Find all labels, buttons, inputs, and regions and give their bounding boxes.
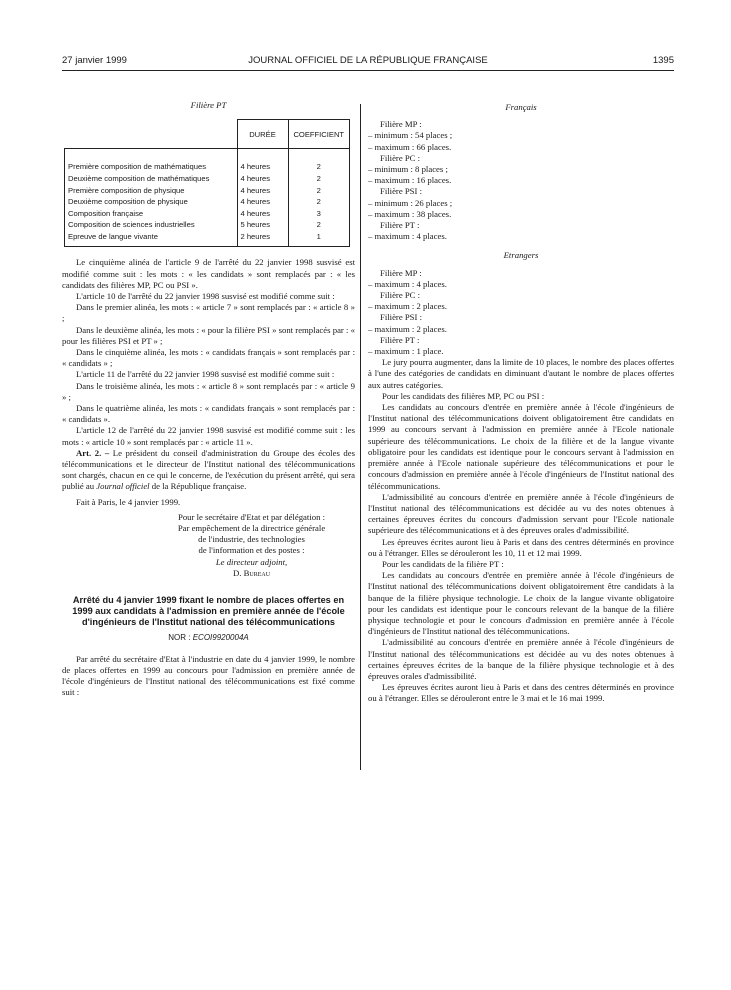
page-number: 1395	[652, 55, 674, 66]
table-row	[65, 196, 350, 208]
paragraph: L'article 11 de l'arrêté du 22 janvier 1998 susvisé est modifié comme suit :	[76, 369, 335, 380]
nor-reference	[62, 632, 355, 643]
table-cell-coefficient: 2	[288, 196, 350, 208]
signature-line: Pour le secrétaire d'Etat et par délégation :	[177, 511, 326, 522]
table-cell-epreuve: Deuxième composition de mathématiques	[65, 173, 238, 185]
table-row	[65, 149, 350, 173]
page-header	[62, 55, 674, 69]
table-cell-duree: 4 heures	[237, 149, 288, 173]
paragraph: Les épreuves écrites auront lieu à Paris et dans des centres déterminés en province ou à l'étranger. Elles se dérouleront les 10, 11 et 12 mai 1999.	[368, 536, 674, 558]
journal-officiel: Journal officiel	[96, 481, 150, 492]
places-line: – maximum : 38 places.	[368, 208, 452, 219]
paragraph: Les candidats au concours d'entrée en première année à l'école d'ingénieurs de l'Institut national des télécommunications doivent obligatoirement être candidats à la banque de la filière physique technologie. Le choix de la langue vivante obligatoire pour les candidats est identique pour le concours relevant de la banque de la filière physique technologie et pour le concours d'admission en première année à l'école d'ingénieurs de l'Institut national des télécommunications.	[368, 570, 674, 637]
table-cell-duree: 4 heures	[237, 173, 288, 185]
table-cell-duree: 5 heures	[237, 219, 288, 231]
nor-code: ECOI9920004A	[192, 633, 249, 643]
table-caption: Filière PT	[190, 100, 227, 110]
places-line: – maximum : 2 places.	[368, 301, 447, 312]
signature-line: de l'industrie, des technologies	[198, 534, 305, 545]
table-cell-coefficient: 3	[288, 208, 350, 220]
paragraph: Par arrêté du secrétaire d'Etat à l'industrie en date du 4 janvier 1999, le nombre de places offertes en 1999 au concours pour l'admission en première année de l'école d'ingénieurs de l'Institut national des télécommunications est fixé comme suit :	[62, 653, 355, 698]
article-2-end: de la République française.	[149, 481, 247, 492]
table-cell-epreuve: Epreuve de langue vivante	[65, 231, 238, 247]
places-line: – minimum : 8 places ;	[368, 164, 448, 175]
paragraph: L'admissibilité au concours d'entrée en première année à l'école d'ingénieurs de l'Institut national des télécommunications est décidée au vu des notes obtenues à certaines épreuves écrites de la banque de la filière physique technologie et à des épreuves orales d'admissibilité.	[368, 637, 674, 681]
paragraph: Les épreuves écrites auront lieu à Paris et dans des centres déterminés en province ou à l'étranger. Elles se dérouleront entre le 3 mai et le 16 mai 1999.	[368, 682, 674, 704]
issue-date: 27 janvier 1999	[62, 55, 127, 66]
paragraph: Dans le quatrième alinéa, les mots : « candidats français » sont remplacés par : « candidats ».	[62, 403, 355, 425]
paragraph: L'article 10 de l'arrêté du 22 janvier 1998 susvisé est modifié comme suit :	[76, 290, 335, 301]
filiere-label: Filière PC :	[380, 290, 421, 301]
filiere-label: Filière MP :	[380, 267, 422, 278]
table-row	[65, 184, 350, 196]
table-row	[65, 219, 350, 231]
journal-title: JOURNAL OFFICIEL DE LA RÉPUBLIQUE FRANÇAISE	[248, 55, 488, 66]
paragraph: Dans le deuxième alinéa, les mots : « pour la filière PSI » sont remplacés par : « pour les filières PSI et PT » ;	[62, 324, 355, 346]
table-header-empty	[65, 120, 238, 149]
filiere-label: Filière PSI :	[380, 186, 422, 197]
article-2-text: Le président du conseil d'administration du Groupe des écoles des télécommunications et le directeur de l'Institut national des télécommunications sont chargés, chacun en ce qui le concerne, de l'exécution du présent arrêté, qui sera publié au	[62, 447, 355, 492]
paragraph: L'article 12 de l'arrêté du 22 janvier 1998 susvisé est modifié comme suit : les mots : « article 10 » sont remplacés par : « article 11 ».	[62, 425, 355, 447]
filiere-label: Filière MP :	[380, 119, 422, 130]
table-cell-coefficient: 2	[288, 219, 350, 231]
table-cell-epreuve: Première composition de physique	[65, 184, 238, 196]
paragraph: Le jury pourra augmenter, dans la limite de 10 places, le nombre des places offertes à l'une des catégories de candidats en diminuant d'autant le nombre de places offertes aux autres catégories.	[368, 357, 674, 390]
table-cell-epreuve: Composition française	[65, 208, 238, 220]
header-rule	[62, 70, 674, 71]
right-column	[368, 100, 674, 705]
filiere-label: Filière PT :	[380, 220, 420, 231]
filiere-label: Filière PSI :	[380, 312, 422, 323]
paragraph: Dans le troisième alinéa, les mots : « article 8 » sont remplacés par : « article 9 » ;	[62, 380, 355, 402]
table-cell-duree: 4 heures	[237, 196, 288, 208]
table-cell-epreuve: Deuxième composition de physique	[65, 196, 238, 208]
filiere-label: Filière PT :	[380, 334, 420, 345]
signature-block	[148, 512, 355, 579]
table-row	[65, 208, 350, 220]
section-etrangers: Etrangers	[503, 250, 539, 261]
table-cell-coefficient: 2	[288, 149, 350, 173]
table-body	[65, 149, 350, 247]
places-line: – maximum : 2 places.	[368, 323, 447, 334]
paragraph: Pour les candidats des filières MP, PC ou PSI :	[382, 390, 545, 401]
table-row	[65, 231, 350, 247]
table-cell-duree: 4 heures	[237, 184, 288, 196]
francais-places-list	[368, 119, 674, 242]
paragraph: L'admissibilité au concours d'entrée en première année à l'école d'ingénieurs de l'Institut national des télécommunications est décidée au vu des notes obtenues à certaines épreuves écrites du concours d'admission servant pour l'Ecole nationale supérieure des télécommunications et à des épreuves orales d'admissibilité.	[368, 491, 674, 536]
paragraph: Les candidats au concours d'entrée en première année à l'école d'ingénieurs de l'Institut national des télécommunications doivent obligatoirement être candidats en 1999 au concours servant à l'admission en première année à l'Ecole nationale supérieure des télécommunications. Le choix de la filière et de la langue vivante obligatoire pour les candidats est identique pour le concours servant à l'admission en première année à l'Ecole nationale supérieure des télécommunications et pour le concours d'admission en première année à l'école d'ingénieurs de l'Institut national des télécommunications.	[368, 402, 674, 491]
column-divider	[360, 104, 361, 770]
table-header-duree: DURÉE	[237, 120, 288, 149]
places-line: – maximum : 1 place.	[368, 346, 444, 357]
table-row	[65, 173, 350, 185]
places-line: – maximum : 66 places.	[368, 141, 452, 152]
article-2	[62, 448, 355, 493]
signature-line: Par empêchement de la directrice générale	[177, 523, 326, 534]
places-line: – maximum : 16 places.	[368, 175, 452, 186]
section-francais: Français	[505, 102, 537, 112]
places-line: – maximum : 4 places.	[368, 231, 447, 242]
table-cell-epreuve: Première composition de mathématiques	[65, 149, 238, 173]
signatory-name: D. Bureau	[232, 567, 271, 578]
paragraph: Dans le cinquième alinéa, les mots : « candidats français » sont remplacés par : « candidats » ;	[62, 346, 355, 369]
table-header-coefficient: COEFFICIENT	[288, 120, 350, 149]
arrete-title: Arrêté du 4 janvier 1999 fixant le nombre de places offertes en 1999 aux candidats à l'admission en première année de l'école d'ingénieurs de l'Institut national des télécommunications	[72, 595, 345, 627]
table-cell-coefficient: 1	[288, 231, 350, 247]
paragraph: Dans le premier alinéa, les mots : « article 7 » sont remplacés par : « article 8 » ;	[62, 302, 355, 324]
signature-title: Le directeur adjoint,	[215, 556, 288, 567]
places-line: – minimum : 54 places ;	[368, 130, 453, 141]
table-cell-coefficient: 2	[288, 173, 350, 185]
signature-line: de l'information et des postes :	[198, 545, 305, 556]
paragraph: Le cinquième alinéa de l'article 9 de l'arrêté du 22 janvier 1998 susvisé est modifié comme suit : les mots : « les candidats » sont remplacés par : « les candidats des filières MP, PC ou PSI ».	[62, 257, 355, 290]
filiere-label: Filière PC :	[380, 152, 421, 163]
fait-a-paris: Fait à Paris, le 4 janvier 1999.	[76, 496, 181, 507]
etrangers-places-list	[368, 268, 674, 358]
table-header-row	[65, 120, 350, 149]
places-line: – minimum : 26 places ;	[368, 197, 453, 208]
table-cell-coefficient: 2	[288, 184, 350, 196]
places-line: – maximum : 4 places.	[368, 278, 447, 289]
left-column	[62, 100, 355, 698]
paragraph: Pour les candidats de la filière PT :	[382, 558, 504, 569]
epreuves-table	[64, 119, 350, 247]
article-2-label: Art. 2. –	[76, 447, 110, 458]
table-cell-epreuve: Composition de sciences industrielles	[65, 219, 238, 231]
table-cell-duree: 2 heures	[237, 231, 288, 247]
table-cell-duree: 4 heures	[237, 208, 288, 220]
nor-label: NOR :	[168, 633, 193, 643]
